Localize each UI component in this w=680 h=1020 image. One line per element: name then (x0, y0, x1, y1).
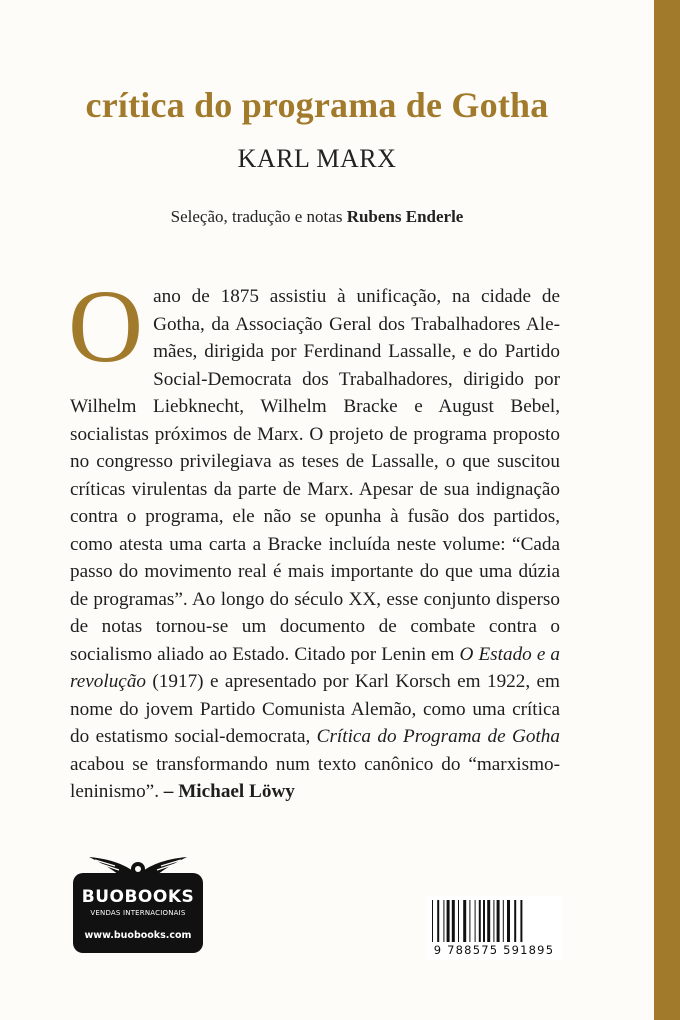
barcode-bars (432, 900, 556, 942)
barcode-bar (507, 900, 510, 942)
publisher-subtitle: VENDAS INTERNACIONAIS (90, 909, 186, 917)
barcode-bar (432, 900, 433, 942)
barcode-bar (497, 900, 500, 942)
barcode-bar (479, 900, 481, 942)
publisher-badge (73, 873, 203, 953)
barcode-bar (437, 900, 439, 942)
barcode-bar (514, 900, 516, 942)
blurb-reference-2: Crítica do Programa de Gotha (316, 726, 560, 747)
isbn-digits: 9 788575 591895 (433, 943, 555, 957)
translation-credits (0, 207, 634, 227)
barcode-bar (458, 900, 459, 942)
publisher-logo (73, 853, 203, 953)
barcode-bar (483, 900, 485, 942)
blurb-part-1: ano de 1875 assistiu à unificação, na cidade de Gotha, da Associação Geral dos Trabalhadores Alemães, dirigida por Ferdinand Lassalle, e do Partido Social-Democrata dos Trabalhadores, dirigido por Wilhelm Liebknecht, Wilhelm Bracke e August Bebel, socialistas próximos de Marx. O projeto de programa proposto no congresso privilegiava as teses de Lassalle, o que suscitou críticas virulentas da parte de Marx. Apesar de sua indignação contra o programa, ele não se opunha à fusão dos partidos, como atesta uma carta a Bracke incluída neste volume: “Cada passo do movimento real é mais importante do que uma dúzia de programas”. Ao longo do século XX, esse conjunto disperso de notas tornou-se um documento de combate contra o socialismo aliado ao Estado. Citado por Lenin em (70, 286, 560, 665)
blurb-reference-1: O Estado e a revolução (70, 643, 560, 692)
barcode-bar (452, 900, 455, 942)
translator-name: Rubens Enderle (346, 207, 464, 226)
cover-spine-stripe (654, 0, 680, 1020)
credits-prefix: Seleção, tradução e notas (170, 207, 347, 226)
barcode-bar (520, 900, 522, 942)
author-name: KARL MARX (237, 144, 397, 173)
barcode-bar (487, 900, 490, 942)
barcode-bar (503, 900, 504, 942)
publisher-url: www.buobooks.com (84, 930, 192, 941)
publisher-brand: BUOBOOKS (81, 887, 195, 907)
blurb-attribution: – Michael Löwy (163, 781, 295, 802)
blurb-paragraph (68, 269, 560, 806)
barcode-bar (463, 900, 466, 942)
isbn-barcode (426, 896, 562, 960)
barcode-bar (443, 900, 444, 942)
blurb-part-3: acabou se transformando num texto canônico do “marxismo-leninismo”. (70, 753, 560, 802)
barcode-bar (475, 900, 476, 942)
barcode-bar (447, 900, 450, 942)
blurb-part-2: (1917) e apresentado por Karl Korsch em 1922, em nome do jovem Partido Comunista Alemão, como uma crítica do estatismo social-democrata, (70, 671, 560, 747)
barcode-bar (493, 900, 494, 942)
book-title: crítica do programa de Gotha (85, 85, 549, 125)
drop-cap: O (68, 269, 144, 384)
barcode-bar (469, 900, 470, 942)
